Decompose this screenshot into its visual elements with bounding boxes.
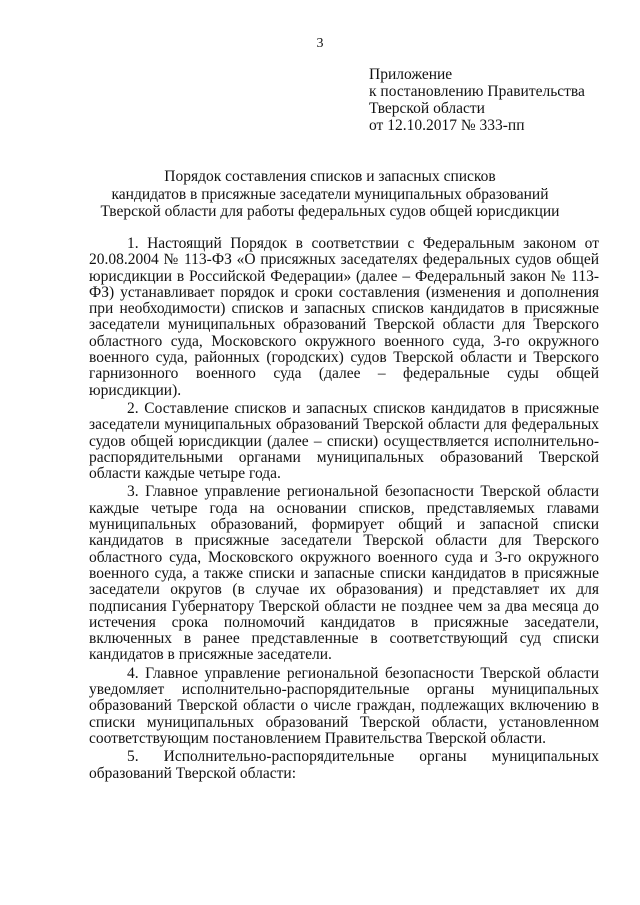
title-line: Порядок составления списков и запасных списков	[164, 168, 496, 185]
appendix-line: Тверской области	[369, 100, 485, 117]
appendix-line: к постановлению Правительства	[369, 83, 585, 100]
page-number: 3	[316, 36, 324, 51]
appendix-date-line: от 12.10.2017 № 333-пп	[369, 117, 525, 134]
paragraph: 5. Исполнительно-распорядительные органы муниципальных образований Тверской области:	[89, 748, 599, 782]
appendix-line: Приложение	[369, 66, 453, 83]
paragraph: 4. Главное управление региональной безопасности Тверской области уведомляет исполнительно-распорядительные органы муниципальных образований Тверской области о числе граждан, подлежащих включению в списки муниципальных образований Тверской области, установленном соответствующим постановлением Правительства Тверской области.	[89, 664, 599, 747]
paragraph: 3. Главное управление региональной безопасности Тверской области каждые четыре года на основании списков, представляемых главами муниципальных образований, формирует общий и запасной списки кандидатов в присяжные заседатели Тверской области для Тверского областного суда, Московского окружного военного суда и 3-го окружного военного суда, а также списки и запасные списки кандидатов в присяжные заседатели округов (в случае их образования) и представляет их для подписания Губернатору Тверской области не позднее чем за два месяца до истечения срока полномочий кандидатов в присяжные заседатели, включенных в ранее представленные в соответствующий суд списки кандидатов в присяжные заседатели.	[89, 483, 599, 664]
paragraph: 2. Составление списков и запасных списков кандидатов в присяжные заседатели муниципальных образований Тверской области для федеральных судов общей юрисдикции (далее – списки) осуществляется исполнительно-распорядительными органами муниципальных образований Тверской области каждые четыре года.	[89, 399, 599, 483]
document-title	[60, 168, 600, 221]
title-line: кандидатов в присяжные заседатели муниципальных образований	[111, 185, 549, 203]
appendix-block	[369, 66, 619, 134]
title-line: Тверской области для работы федеральных судов общей юрисдикции	[100, 203, 560, 220]
paragraph: 1. Настоящий Порядок в соответствии с Федеральным законом от 20.08.2004 № 113-ФЗ «О присяжных заседателях федеральных судов общей юрисдикции в Российской Федерации» (далее – Федеральный закон № 113-ФЗ) устанавливает порядок и сроки составления (изменения и дополнения при необходимости) списков и запасных списков кандидатов в присяжные заседатели муниципальных образований Тверской области для Тверского областного суда, Московского окружного военного суда, 3-го окружного военного суда, районных (городских) судов Тверской области и Тверского гарнизонного военного суда (далее – федеральные суды общей юрисдикции).	[89, 235, 599, 399]
document-body	[89, 236, 599, 782]
